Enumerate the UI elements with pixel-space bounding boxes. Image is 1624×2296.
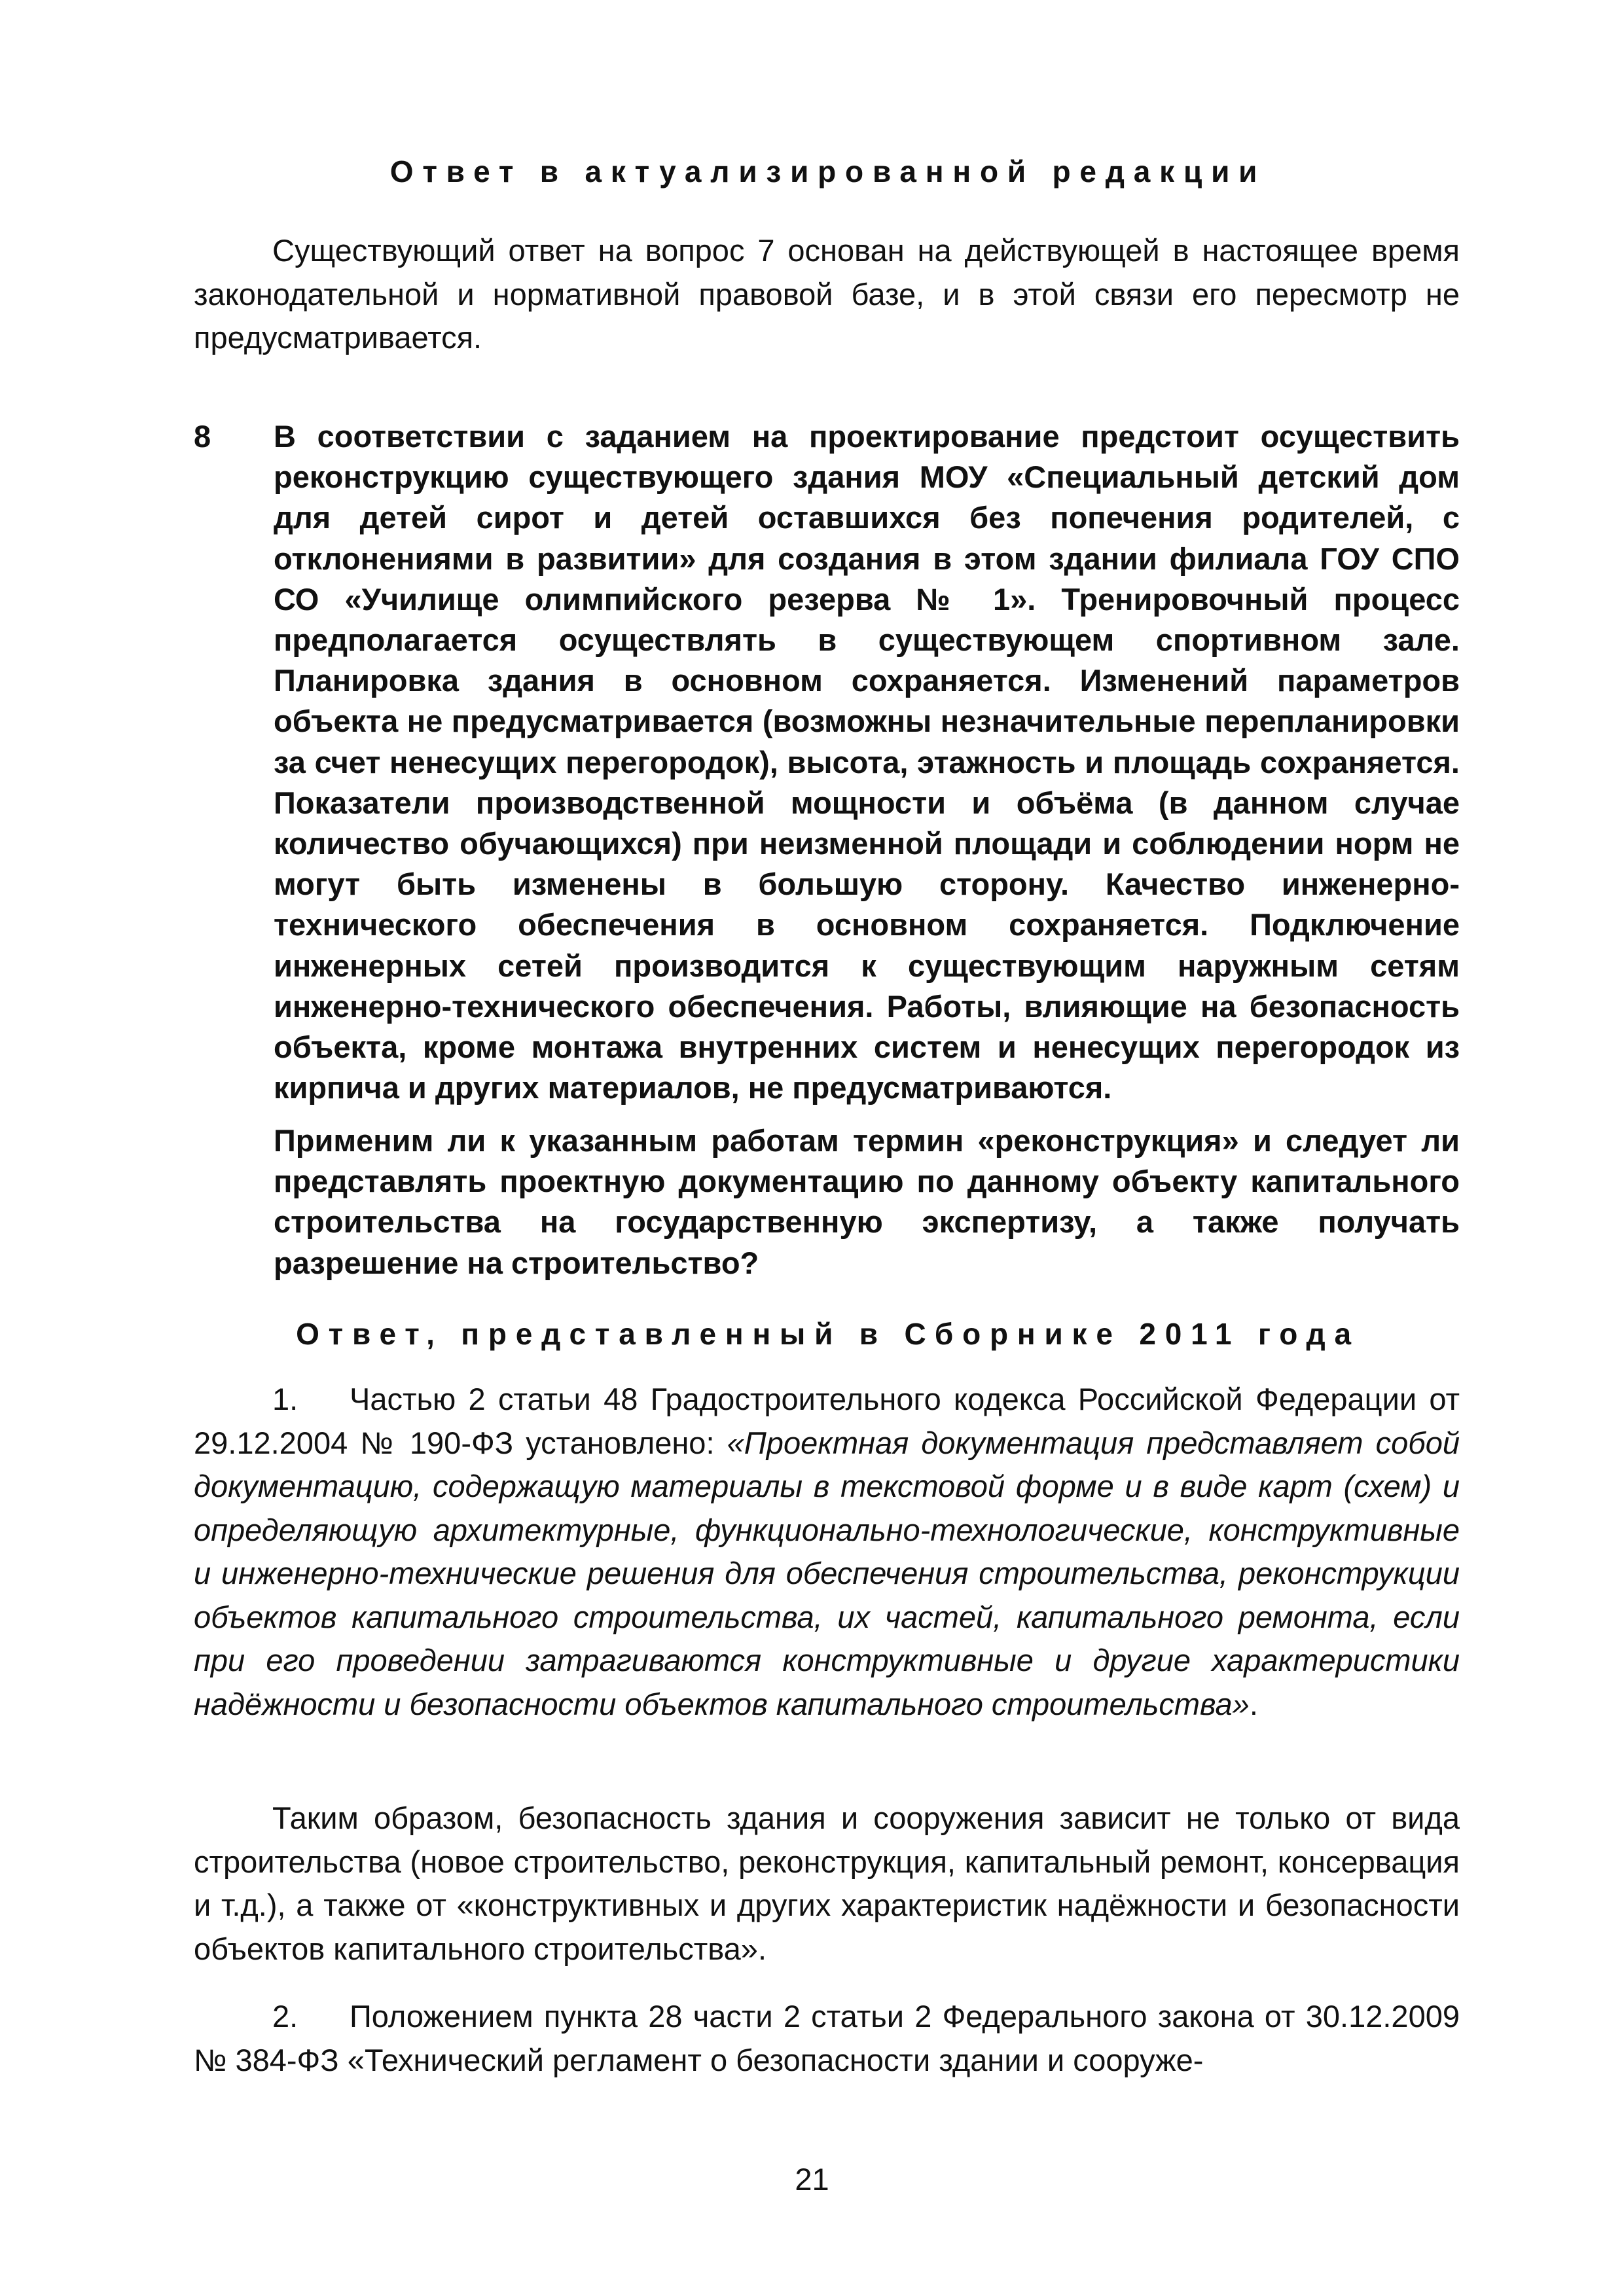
paragraph-existing-answer <box>194 229 1460 360</box>
question-number: 8 <box>194 419 211 454</box>
question-body: В соответствии с заданием на проектирование предстоит осуществить реконструкцию существующего здания МОУ «Специальный детский дом для детей сирот и детей оставшихся без попечения родителей, с отклонениями в развитии» для создания в этом здании филиала ГОУ СПО СО «Училище олимпийского резерва № 1». Тренировочный процесс предполагается осуществлять в существующем спортивном зале. Планировка здания в основном сохраняется. Изменений параметров объекта не предусматривается (возможны незначительные перепланировки за счет ненесущих перегородок), высота, этажность и площадь сохраняется. Показатели производственной мощности и объёма (в данном случае количество обучающихся) при неизменной площади и соблюдении норм не могут быть изменены в большую сторону. Качество инженерно-технического обеспечения в основном сохраняется. Подключение инженерных сетей производится к существующим наружным сетям инженерно-технического обеспечения. Работы, влияющие на безопасность объекта, кроме монтажа внутренних систем и ненесущих перегородок из кирпича и других материалов, не предусматриваются. <box>274 419 1460 1105</box>
question-ask: Применим ли к указанным работам термин «реконструкция» и следует ли представлять проектную документацию по данному объекту капитального строительства на государственную экспертизу, а также получать разрешение на строительство? <box>274 1123 1460 1280</box>
answer-item-2 <box>194 1995 1460 2082</box>
item-number: 2. <box>272 1999 298 2034</box>
item-number: 1. <box>272 1382 298 1416</box>
paragraph-text: Таким образом, безопасность здания и сооружения зависит не только от вида строительства (новое строительство, реконструкция, капитальный ремонт, консервация и т.д.), а также от «конструктивных и других характеристик надёжности и безопасности объектов капитального строительства». <box>194 1801 1460 1966</box>
item-text: Положением пункта 28 части 2 статьи 2 Федерального закона от 30.12.2009 № 384-ФЗ «Технический регламент о безопасности здании и сооруже- <box>194 1999 1460 2077</box>
item-quote: «Проектная документация представляет собой документацию, содержащую материалы в текстовой форме и в виде карт (схем) и определяющую архитектурные, функционально-технологические, конструктивные и инженерно-технические решения для обеспечения строительства, реконструкции объектов капитального строительства, их частей, капитального ремонта, если при его проведении затрагиваются конструктивные и другие характеристики надёжности и безопасности объектов капитального строительства» <box>194 1425 1460 1721</box>
section-heading-updated-answer: Ответ в актуализированной редакции <box>389 154 1267 188</box>
answer-item-1 <box>194 1378 1460 1726</box>
page-number: 21 <box>795 2162 829 2197</box>
item-text: Частью 2 статьи 48 Градостроительного кодекса Российской Федерации от 29.12.2004 № 190-ФЗ установлено: <box>194 1382 1460 1460</box>
paragraph-text: Существующий ответ на вопрос 7 основан на действующей в настоящее время законодательной и нормативной правовой базе, и в этой связи его пересмотр не предусматривается. <box>194 233 1460 355</box>
item-end: . <box>1249 1686 1258 1721</box>
paragraph-conclusion <box>194 1797 1460 1971</box>
section-heading-2011-answer: Ответ, представленный в Сборнике 2011 года <box>296 1317 1360 1351</box>
